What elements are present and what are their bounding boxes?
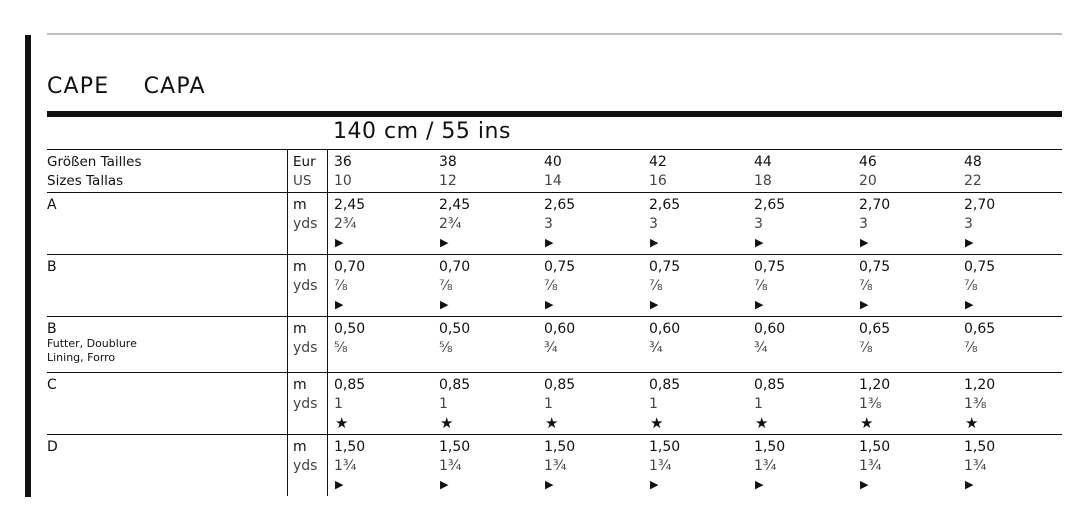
yards-value: 1¾ bbox=[439, 458, 462, 474]
eur-label: Eur bbox=[293, 154, 316, 170]
unit-yds: yds bbox=[293, 278, 318, 294]
size-header-label: Sizes Tallas bbox=[47, 173, 124, 189]
yards-value: ⅞ bbox=[439, 278, 453, 294]
table-rule-1 bbox=[47, 192, 1062, 193]
unit-m: m bbox=[293, 439, 307, 455]
play-icon: ▶ bbox=[440, 236, 449, 249]
meters-value: 2,70 bbox=[964, 197, 996, 213]
yards-value: 1 bbox=[334, 396, 343, 412]
title-divider bbox=[47, 111, 1062, 117]
unit-m: m bbox=[293, 197, 307, 213]
star-icon: ★ bbox=[755, 414, 769, 432]
yards-value: ⅞ bbox=[754, 278, 768, 294]
yards-value: 1¾ bbox=[859, 458, 882, 474]
play-icon: ▶ bbox=[965, 298, 974, 311]
meters-value: 0,75 bbox=[754, 259, 786, 275]
yards-value: 1¾ bbox=[334, 458, 357, 474]
yards-value: 3 bbox=[754, 216, 763, 232]
yards-value: ¾ bbox=[649, 340, 663, 356]
size-eur: 36 bbox=[334, 154, 352, 170]
meters-value: 2,65 bbox=[754, 197, 786, 213]
play-icon: ▶ bbox=[440, 478, 449, 491]
label-column-divider bbox=[287, 150, 288, 496]
size-us: 12 bbox=[439, 173, 457, 189]
size-header-label: Größen Tailles bbox=[47, 154, 142, 170]
meters-value: 0,75 bbox=[859, 259, 891, 275]
meters-value: 0,70 bbox=[439, 259, 471, 275]
meters-value: 0,50 bbox=[439, 321, 471, 337]
yards-value: ⅞ bbox=[964, 340, 978, 356]
meters-value: 1,50 bbox=[544, 439, 576, 455]
size-us: 14 bbox=[544, 173, 562, 189]
play-icon: ▶ bbox=[545, 298, 554, 311]
meters-value: 0,75 bbox=[544, 259, 576, 275]
row-label: A bbox=[47, 197, 57, 213]
table-rule-3 bbox=[47, 316, 1062, 317]
left-margin-bar bbox=[25, 35, 31, 497]
meters-value: 0,65 bbox=[859, 321, 891, 337]
row-label: C bbox=[47, 377, 57, 393]
star-icon: ★ bbox=[860, 414, 874, 432]
table-rule-5 bbox=[47, 434, 1062, 435]
size-eur: 40 bbox=[544, 154, 562, 170]
meters-value: 1,50 bbox=[859, 439, 891, 455]
play-icon: ▶ bbox=[335, 236, 344, 249]
play-icon: ▶ bbox=[860, 236, 869, 249]
row-sublabel: Lining, Forro bbox=[47, 351, 116, 364]
play-icon: ▶ bbox=[755, 298, 764, 311]
table-rule-4 bbox=[47, 372, 1062, 373]
meters-value: 1,20 bbox=[859, 377, 891, 393]
meters-value: 0,85 bbox=[334, 377, 366, 393]
meters-value: 1,50 bbox=[649, 439, 681, 455]
yards-value: ⅝ bbox=[439, 340, 453, 356]
title-es: CAPA bbox=[143, 74, 206, 99]
yards-value: 3 bbox=[859, 216, 868, 232]
yards-value: 2¾ bbox=[439, 216, 462, 232]
us-label: US bbox=[293, 173, 312, 189]
yards-value: ⅞ bbox=[334, 278, 348, 294]
meters-value: 2,45 bbox=[439, 197, 471, 213]
table-rule-0 bbox=[47, 149, 1062, 150]
yards-value: 1¾ bbox=[649, 458, 672, 474]
yards-value: 1¾ bbox=[544, 458, 567, 474]
yards-value: 1 bbox=[544, 396, 553, 412]
unit-yds: yds bbox=[293, 340, 318, 356]
play-icon: ▶ bbox=[965, 236, 974, 249]
size-eur: 38 bbox=[439, 154, 457, 170]
row-sublabel: Futter, Doublure bbox=[47, 337, 137, 350]
yards-value: ⅞ bbox=[544, 278, 558, 294]
meters-value: 2,65 bbox=[649, 197, 681, 213]
unit-m: m bbox=[293, 259, 307, 275]
play-icon: ▶ bbox=[650, 478, 659, 491]
meters-value: 1,50 bbox=[334, 439, 366, 455]
star-icon: ★ bbox=[440, 414, 454, 432]
meters-value: 1,50 bbox=[754, 439, 786, 455]
meters-value: 0,50 bbox=[334, 321, 366, 337]
play-icon: ▶ bbox=[755, 236, 764, 249]
yards-value: 1 bbox=[754, 396, 763, 412]
play-icon: ▶ bbox=[860, 298, 869, 311]
meters-value: 0,65 bbox=[964, 321, 996, 337]
fabric-width-label: 140 cm / 55 ins bbox=[333, 119, 511, 144]
meters-value: 0,60 bbox=[649, 321, 681, 337]
meters-value: 0,70 bbox=[334, 259, 366, 275]
table-rule-2 bbox=[47, 254, 1062, 255]
play-icon: ▶ bbox=[440, 298, 449, 311]
meters-value: 2,70 bbox=[859, 197, 891, 213]
yards-value: 2¾ bbox=[334, 216, 357, 232]
size-us: 22 bbox=[964, 173, 982, 189]
yards-value: 3 bbox=[964, 216, 973, 232]
meters-value: 0,85 bbox=[754, 377, 786, 393]
size-eur: 42 bbox=[649, 154, 667, 170]
star-icon: ★ bbox=[545, 414, 559, 432]
play-icon: ▶ bbox=[650, 298, 659, 311]
row-label: B bbox=[47, 321, 57, 337]
meters-value: 2,45 bbox=[334, 197, 366, 213]
meters-value: 2,65 bbox=[544, 197, 576, 213]
meters-value: 0,60 bbox=[754, 321, 786, 337]
meters-value: 0,85 bbox=[439, 377, 471, 393]
yards-value: 1⅜ bbox=[859, 396, 882, 412]
yards-value: ⅞ bbox=[859, 340, 873, 356]
yards-value: ⅞ bbox=[964, 278, 978, 294]
meters-value: 1,50 bbox=[964, 439, 996, 455]
title-en: CAPE bbox=[47, 74, 110, 99]
yards-value: 1 bbox=[439, 396, 448, 412]
meters-value: 0,85 bbox=[649, 377, 681, 393]
yards-value: 3 bbox=[649, 216, 658, 232]
star-icon: ★ bbox=[650, 414, 664, 432]
yards-value: ⅝ bbox=[334, 340, 348, 356]
unit-m: m bbox=[293, 377, 307, 393]
meters-value: 0,60 bbox=[544, 321, 576, 337]
unit-m: m bbox=[293, 321, 307, 337]
meters-value: 0,75 bbox=[964, 259, 996, 275]
meters-value: 1,20 bbox=[964, 377, 996, 393]
play-icon: ▶ bbox=[755, 478, 764, 491]
size-us: 20 bbox=[859, 173, 877, 189]
unit-column-divider bbox=[327, 150, 328, 496]
star-icon: ★ bbox=[965, 414, 979, 432]
top-rule bbox=[47, 33, 1062, 35]
play-icon: ▶ bbox=[335, 478, 344, 491]
size-us: 16 bbox=[649, 173, 667, 189]
yards-value: 1¾ bbox=[754, 458, 777, 474]
row-label: B bbox=[47, 259, 57, 275]
size-eur: 44 bbox=[754, 154, 772, 170]
size-us: 18 bbox=[754, 173, 772, 189]
play-icon: ▶ bbox=[545, 236, 554, 249]
play-icon: ▶ bbox=[545, 478, 554, 491]
meters-value: 1,50 bbox=[439, 439, 471, 455]
star-icon: ★ bbox=[335, 414, 349, 432]
yards-value: ⅞ bbox=[859, 278, 873, 294]
yards-value: 1¾ bbox=[964, 458, 987, 474]
play-icon: ▶ bbox=[335, 298, 344, 311]
play-icon: ▶ bbox=[860, 478, 869, 491]
size-eur: 48 bbox=[964, 154, 982, 170]
row-label: D bbox=[47, 439, 58, 455]
meters-value: 0,85 bbox=[544, 377, 576, 393]
page-title bbox=[47, 74, 232, 99]
yards-value: ⅞ bbox=[649, 278, 663, 294]
size-eur: 46 bbox=[859, 154, 877, 170]
yards-value: 1 bbox=[649, 396, 658, 412]
yards-value: ¾ bbox=[544, 340, 558, 356]
unit-yds: yds bbox=[293, 216, 318, 232]
yards-value: ¾ bbox=[754, 340, 768, 356]
unit-yds: yds bbox=[293, 458, 318, 474]
play-icon: ▶ bbox=[965, 478, 974, 491]
yards-value: 1⅜ bbox=[964, 396, 987, 412]
yards-value: 3 bbox=[544, 216, 553, 232]
size-us: 10 bbox=[334, 173, 352, 189]
unit-yds: yds bbox=[293, 396, 318, 412]
play-icon: ▶ bbox=[650, 236, 659, 249]
meters-value: 0,75 bbox=[649, 259, 681, 275]
